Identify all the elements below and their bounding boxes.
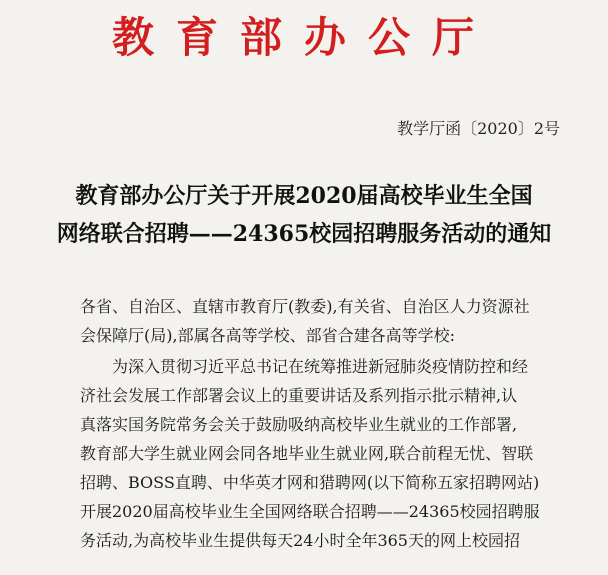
document-number: 教学厅函〔2020〕2号 — [397, 119, 560, 138]
body-line: 真落实国务院常务会关于鼓励吸纳高校毕业生就业的工作部署, — [80, 415, 518, 434]
body-line: 务活动,为高校毕业生提供每天24小时全年365天的网上校园招 — [80, 531, 520, 550]
body-line: 教育部大学生就业网会同各地毕业生就业网,联合前程无忧、智联 — [80, 444, 534, 463]
recipients-line: 会保障厅(局),部属各高等学校、部省合建各高等学校: — [80, 326, 455, 345]
body-line: 开展2020届高校毕业生全国网络联合招聘——24365校园招聘服 — [80, 502, 540, 521]
notice-title-line: 教育部办公厅关于开展2020届高校毕业生全国 — [75, 183, 533, 209]
notice-title — [40, 177, 568, 253]
recipients-line: 各省、自治区、直辖市教育厅(教委),有关省、自治区人力资源社 — [80, 297, 530, 316]
recipients — [80, 292, 558, 350]
body-line: 招聘、BOSS直聘、中华英才网和猎聘网(以下简称五家招聘网站) — [80, 473, 540, 492]
letterhead-title: 教育部办公厅 — [111, 13, 496, 62]
body-line: 为深入贯彻习近平总书记在统筹推进新冠肺炎疫情防控和经 — [112, 357, 529, 376]
body-paragraph — [80, 352, 558, 555]
body-line: 济社会发展工作部署会议上的重要讲话及系列指示批示精神,认 — [80, 386, 518, 405]
notice-title-line: 网络联合招聘——24365校园招聘服务活动的通知 — [56, 221, 552, 247]
